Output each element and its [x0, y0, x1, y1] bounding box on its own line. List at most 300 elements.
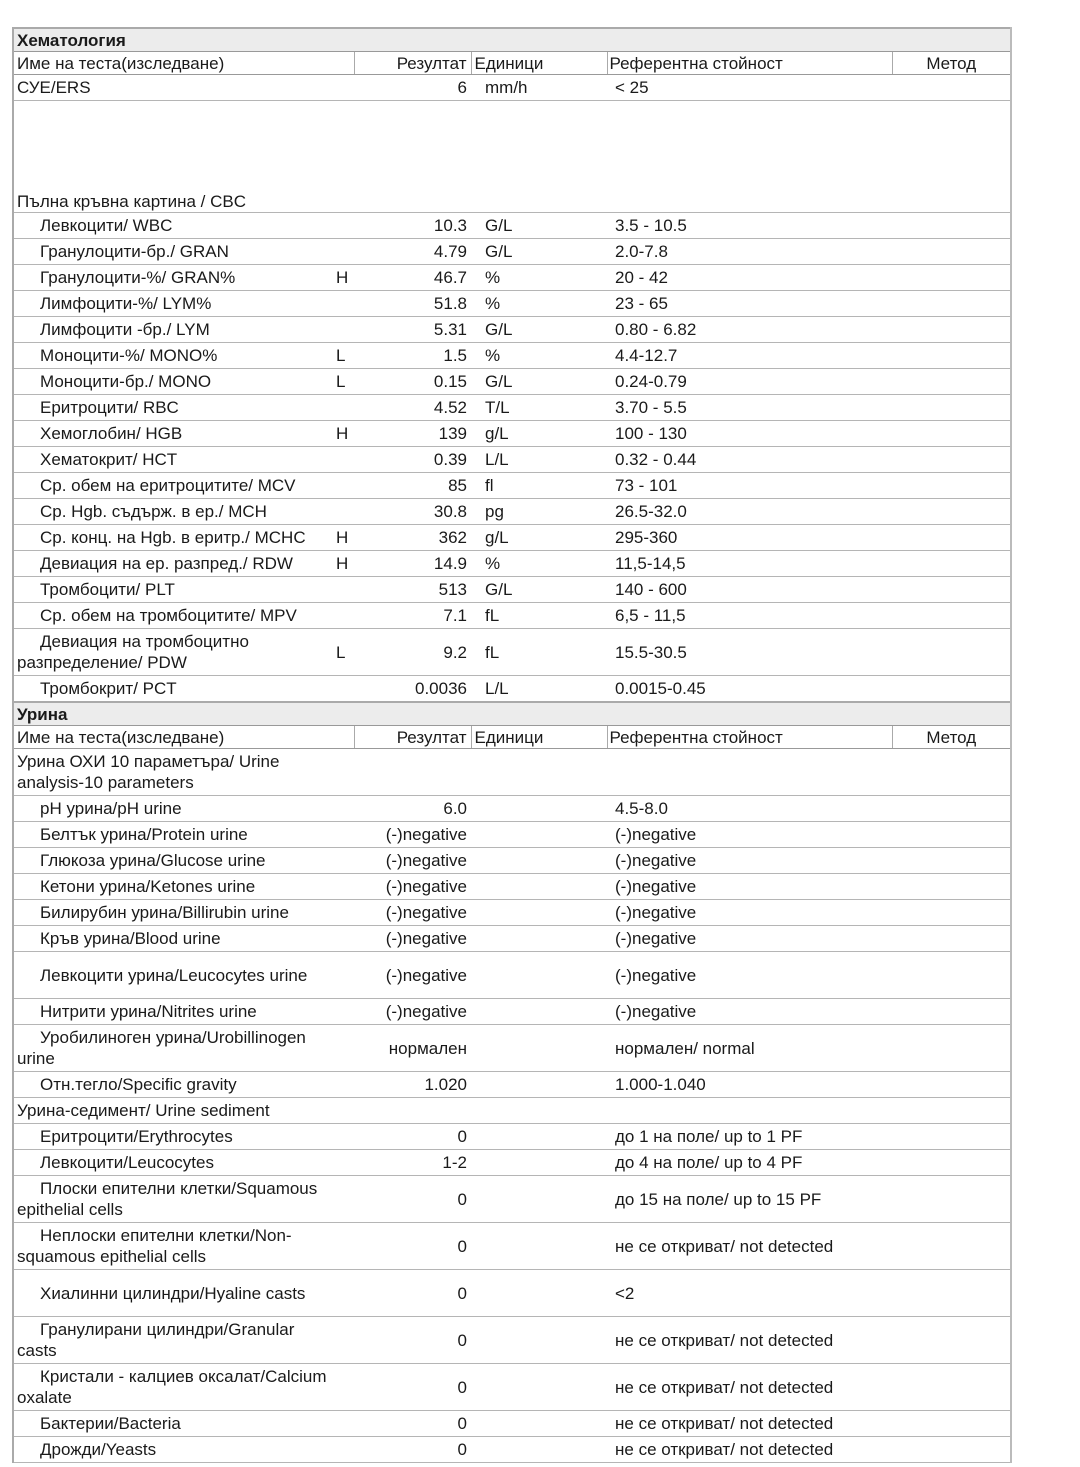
abnormal-flag: L: [334, 629, 354, 676]
reference-range: 0.0015-0.45: [607, 676, 892, 703]
column-header-units: Единици: [471, 52, 607, 75]
result-value: 1-2: [354, 1150, 471, 1176]
result-value: 10.3: [354, 213, 471, 239]
result-value: 0: [354, 1223, 471, 1270]
test-name: Левкоцити урина/Leucocytes urine: [14, 952, 334, 999]
result-value: 362: [354, 525, 471, 551]
section-header: [14, 702, 1010, 726]
reference-range: 11,5-14,5: [607, 551, 892, 577]
abnormal-flag: [334, 796, 354, 822]
method: [892, 848, 1010, 874]
test-name: Неплоски епителни клетки/Non-squamous epithelial cells: [14, 1223, 334, 1270]
table-row: [14, 1437, 1010, 1463]
results-table: [14, 27, 1010, 1463]
reference-range: 6,5 - 11,5: [607, 603, 892, 629]
method: [892, 926, 1010, 952]
units: [471, 822, 607, 848]
method: [892, 749, 1010, 796]
result-value: 6.0: [354, 796, 471, 822]
table-row: [14, 952, 1010, 999]
units: %: [471, 551, 607, 577]
result-value: 0: [354, 1364, 471, 1411]
units: [471, 926, 607, 952]
units: [471, 1150, 607, 1176]
result-value: 0.0036: [354, 676, 471, 703]
table-row: [14, 749, 1010, 796]
units: fL: [471, 603, 607, 629]
result-value: 0: [354, 1270, 471, 1317]
test-name: Глюкоза урина/Glucose urine: [14, 848, 334, 874]
test-name: Еритроцити/Erythrocytes: [14, 1124, 334, 1150]
abnormal-flag: [334, 900, 354, 926]
table-row: [14, 848, 1010, 874]
result-value: 5.31: [354, 317, 471, 343]
method: [892, 822, 1010, 848]
abnormal-flag: [334, 101, 354, 213]
table-row: [14, 603, 1010, 629]
result-value: [354, 1098, 471, 1124]
units: [471, 848, 607, 874]
test-name: Нитрити урина/Nitrites urine: [14, 999, 334, 1025]
method: [892, 291, 1010, 317]
abnormal-flag: [334, 848, 354, 874]
method: [892, 447, 1010, 473]
abnormal-flag: [334, 395, 354, 421]
test-name: Хиалинни цилиндри/Hyaline casts: [14, 1270, 334, 1317]
table-row: [14, 551, 1010, 577]
method: [892, 796, 1010, 822]
method: [892, 101, 1010, 213]
test-name: Урина-седимент/ Urine sediment: [14, 1098, 334, 1124]
column-header-row: [14, 726, 1010, 749]
test-name: Девиация на ер. разпред./ RDW: [14, 551, 334, 577]
units: G/L: [471, 239, 607, 265]
method: [892, 1025, 1010, 1072]
table-row: [14, 1223, 1010, 1270]
test-name: Дрожди/Yeasts: [14, 1437, 334, 1463]
method: [892, 317, 1010, 343]
test-name: Еритроцити/ RBC: [14, 395, 334, 421]
reference-range: не се откриват/ not detected: [607, 1364, 892, 1411]
units: [471, 1270, 607, 1317]
abnormal-flag: [334, 447, 354, 473]
reference-range: 0.32 - 0.44: [607, 447, 892, 473]
table-row: [14, 1364, 1010, 1411]
test-name: Моноцити-%/ MONO%: [14, 343, 334, 369]
result-value: 51.8: [354, 291, 471, 317]
reference-range: не се откриват/ not detected: [607, 1317, 892, 1364]
table-row: [14, 343, 1010, 369]
abnormal-flag: [334, 1364, 354, 1411]
test-name: Тромбокрит/ PCT: [14, 676, 334, 703]
abnormal-flag: [334, 822, 354, 848]
reference-range: не се откриват/ not detected: [607, 1437, 892, 1463]
reference-range: (-)negative: [607, 822, 892, 848]
table-row: [14, 265, 1010, 291]
abnormal-flag: [334, 1150, 354, 1176]
test-name: Кетони урина/Ketones urine: [14, 874, 334, 900]
method: [892, 1098, 1010, 1124]
units: [471, 1437, 607, 1463]
result-value: [354, 749, 471, 796]
test-name: Тромбоцити/ PLT: [14, 577, 334, 603]
table-row: [14, 75, 1010, 101]
units: [471, 1411, 607, 1437]
units: pg: [471, 499, 607, 525]
units: %: [471, 265, 607, 291]
abnormal-flag: [334, 1437, 354, 1463]
result-value: 0: [354, 1317, 471, 1364]
test-name: Хемоглобин/ HGB: [14, 421, 334, 447]
reference-range: [607, 101, 892, 213]
units: G/L: [471, 317, 607, 343]
test-name: Отн.тегло/Specific gravity: [14, 1072, 334, 1098]
table-row: [14, 1411, 1010, 1437]
units: G/L: [471, 213, 607, 239]
column-header-reference: Референтна стойност: [607, 726, 892, 749]
table-row: [14, 1150, 1010, 1176]
abnormal-flag: H: [334, 421, 354, 447]
test-name: Ср. обем на тромбоцитите/ MPV: [14, 603, 334, 629]
abnormal-flag: [334, 577, 354, 603]
result-value: (-)negative: [354, 848, 471, 874]
reference-range: до 15 на поле/ up to 15 PF: [607, 1176, 892, 1223]
abnormal-flag: L: [334, 343, 354, 369]
reference-range: не се откриват/ not detected: [607, 1223, 892, 1270]
result-value: 6: [354, 75, 471, 101]
table-row: [14, 926, 1010, 952]
table-row: [14, 291, 1010, 317]
test-name: Кръв урина/Blood urine: [14, 926, 334, 952]
units: fl: [471, 473, 607, 499]
method: [892, 395, 1010, 421]
abnormal-flag: [334, 603, 354, 629]
reference-range: [607, 1098, 892, 1124]
table-row: [14, 999, 1010, 1025]
reference-range: 26.5-32.0: [607, 499, 892, 525]
reference-range: 2.0-7.8: [607, 239, 892, 265]
units: [471, 1124, 607, 1150]
result-value: (-)negative: [354, 952, 471, 999]
method: [892, 499, 1010, 525]
reference-range: 0.24-0.79: [607, 369, 892, 395]
abnormal-flag: [334, 239, 354, 265]
reference-range: 15.5-30.5: [607, 629, 892, 676]
abnormal-flag: [334, 874, 354, 900]
reference-range: до 1 на поле/ up to 1 PF: [607, 1124, 892, 1150]
table-row: [14, 676, 1010, 703]
abnormal-flag: [334, 1270, 354, 1317]
abnormal-flag: H: [334, 525, 354, 551]
result-value: (-)negative: [354, 926, 471, 952]
method: [892, 577, 1010, 603]
reference-range: 3.70 - 5.5: [607, 395, 892, 421]
column-header-units: Единици: [471, 726, 607, 749]
reference-range: <2: [607, 1270, 892, 1317]
method: [892, 874, 1010, 900]
result-value: 0: [354, 1176, 471, 1223]
result-value: 0: [354, 1411, 471, 1437]
reference-range: (-)negative: [607, 900, 892, 926]
reference-range: (-)negative: [607, 874, 892, 900]
units: [471, 1364, 607, 1411]
column-header-reference: Референтна стойност: [607, 52, 892, 75]
table-row: [14, 796, 1010, 822]
table-row: [14, 822, 1010, 848]
method: [892, 1150, 1010, 1176]
result-value: (-)negative: [354, 900, 471, 926]
method: [892, 473, 1010, 499]
test-name: Ср. обем на еритроцитите/ MCV: [14, 473, 334, 499]
test-name: Левкоцити/ WBC: [14, 213, 334, 239]
result-value: 46.7: [354, 265, 471, 291]
units: [471, 1176, 607, 1223]
method: [892, 952, 1010, 999]
table-row: [14, 1124, 1010, 1150]
units: G/L: [471, 577, 607, 603]
test-name: Девиация на тромбоцитно разпределение/ PDW: [14, 629, 334, 676]
units: %: [471, 291, 607, 317]
units: [471, 1025, 607, 1072]
reference-range: 3.5 - 10.5: [607, 213, 892, 239]
test-name: Лимфоцити-%/ LYM%: [14, 291, 334, 317]
reference-range: 100 - 130: [607, 421, 892, 447]
reference-range: 1.000-1.040: [607, 1072, 892, 1098]
units: [471, 874, 607, 900]
method: [892, 1124, 1010, 1150]
result-value: 14.9: [354, 551, 471, 577]
table-row: [14, 239, 1010, 265]
table-row: [14, 421, 1010, 447]
result-value: 139: [354, 421, 471, 447]
units: [471, 952, 607, 999]
reference-range: < 25: [607, 75, 892, 101]
result-value: 30.8: [354, 499, 471, 525]
method: [892, 1176, 1010, 1223]
result-value: 4.52: [354, 395, 471, 421]
abnormal-flag: [334, 499, 354, 525]
result-value: [354, 101, 471, 213]
lab-results-report: [12, 27, 1012, 1463]
result-value: 513: [354, 577, 471, 603]
table-row: [14, 1176, 1010, 1223]
units: L/L: [471, 447, 607, 473]
abnormal-flag: [334, 291, 354, 317]
test-name: Хематокрит/ HCT: [14, 447, 334, 473]
result-value: 9.2: [354, 629, 471, 676]
units: [471, 1223, 607, 1270]
column-header-row: [14, 52, 1010, 75]
units: T/L: [471, 395, 607, 421]
method: [892, 603, 1010, 629]
abnormal-flag: [334, 1176, 354, 1223]
units: [471, 796, 607, 822]
table-row: [14, 395, 1010, 421]
reference-range: (-)negative: [607, 999, 892, 1025]
abnormal-flag: [334, 213, 354, 239]
test-name: Ср. Hgb. съдърж. в ер./ MCH: [14, 499, 334, 525]
method: [892, 369, 1010, 395]
method: [892, 1317, 1010, 1364]
abnormal-flag: [334, 999, 354, 1025]
abnormal-flag: [334, 952, 354, 999]
table-row: [14, 1025, 1010, 1072]
units: G/L: [471, 369, 607, 395]
result-value: (-)negative: [354, 999, 471, 1025]
method: [892, 343, 1010, 369]
result-value: (-)negative: [354, 874, 471, 900]
test-name: Бактерии/Bacteria: [14, 1411, 334, 1437]
column-header-name: Име на теста(изследване): [14, 726, 354, 749]
result-value: 0.39: [354, 447, 471, 473]
method: [892, 676, 1010, 703]
abnormal-flag: [334, 1098, 354, 1124]
abnormal-flag: [334, 1223, 354, 1270]
test-name: Лимфоцити -бр./ LYM: [14, 317, 334, 343]
test-name: СУЕ/ERS: [14, 75, 334, 101]
test-name: Левкоцити/Leucocytes: [14, 1150, 334, 1176]
column-header-result: Резултат: [354, 726, 471, 749]
reference-range: 73 - 101: [607, 473, 892, 499]
table-row: [14, 900, 1010, 926]
result-value: 1.5: [354, 343, 471, 369]
table-row: [14, 447, 1010, 473]
method: [892, 629, 1010, 676]
test-name: Билирубин урина/Billirubin urine: [14, 900, 334, 926]
reference-range: не се откриват/ not detected: [607, 1411, 892, 1437]
test-name: Гранулоцити-%/ GRAN%: [14, 265, 334, 291]
method: [892, 239, 1010, 265]
reference-range: 295-360: [607, 525, 892, 551]
table-row: [14, 1072, 1010, 1098]
section-header: [14, 28, 1010, 52]
test-name: Ср. конц. на Hgb. в еритр./ MCHC: [14, 525, 334, 551]
table-row: [14, 213, 1010, 239]
abnormal-flag: [334, 926, 354, 952]
test-name: Уробилиноген урина/Urobillinogen urine: [14, 1025, 334, 1072]
test-name: Пълна кръвна картина / CBC: [14, 101, 334, 213]
test-name: Моноцити-бр./ MONO: [14, 369, 334, 395]
units: fL: [471, 629, 607, 676]
abnormal-flag: [334, 1124, 354, 1150]
reference-range: 23 - 65: [607, 291, 892, 317]
abnormal-flag: [334, 676, 354, 703]
result-value: (-)negative: [354, 822, 471, 848]
abnormal-flag: [334, 749, 354, 796]
table-row: [14, 1098, 1010, 1124]
reference-range: [607, 749, 892, 796]
test-name: Кристали - калциев оксалат/Calcium oxalate: [14, 1364, 334, 1411]
table-row: [14, 499, 1010, 525]
test-name: Гранулирани цилиндри/Granular casts: [14, 1317, 334, 1364]
abnormal-flag: H: [334, 265, 354, 291]
units: mm/h: [471, 75, 607, 101]
table-row: [14, 101, 1010, 213]
method: [892, 551, 1010, 577]
units: [471, 999, 607, 1025]
reference-range: (-)negative: [607, 848, 892, 874]
table-row: [14, 1317, 1010, 1364]
method: [892, 999, 1010, 1025]
result-value: 1.020: [354, 1072, 471, 1098]
abnormal-flag: [334, 1072, 354, 1098]
units: [471, 101, 607, 213]
reference-range: до 4 на поле/ up to 4 PF: [607, 1150, 892, 1176]
method: [892, 213, 1010, 239]
result-value: 0: [354, 1437, 471, 1463]
units: [471, 1072, 607, 1098]
units: g/L: [471, 525, 607, 551]
method: [892, 1437, 1010, 1463]
result-value: 0: [354, 1124, 471, 1150]
abnormal-flag: [334, 1317, 354, 1364]
result-value: 4.79: [354, 239, 471, 265]
table-row: [14, 369, 1010, 395]
reference-range: нормален/ normal: [607, 1025, 892, 1072]
result-value: нормален: [354, 1025, 471, 1072]
method: [892, 75, 1010, 101]
result-value: 7.1: [354, 603, 471, 629]
column-header-method: Метод: [892, 726, 1010, 749]
table-row: [14, 629, 1010, 676]
column-header-method: Метод: [892, 52, 1010, 75]
units: [471, 900, 607, 926]
table-row: [14, 874, 1010, 900]
test-name: Белтък урина/Protein urine: [14, 822, 334, 848]
reference-range: 4.4-12.7: [607, 343, 892, 369]
units: [471, 1317, 607, 1364]
reference-range: 140 - 600: [607, 577, 892, 603]
abnormal-flag: [334, 1025, 354, 1072]
result-value: 85: [354, 473, 471, 499]
abnormal-flag: [334, 473, 354, 499]
method: [892, 1411, 1010, 1437]
reference-range: (-)negative: [607, 952, 892, 999]
table-row: [14, 317, 1010, 343]
column-header-name: Име на теста(изследване): [14, 52, 354, 75]
section-title: Урина: [14, 702, 1010, 726]
reference-range: 20 - 42: [607, 265, 892, 291]
reference-range: 4.5-8.0: [607, 796, 892, 822]
table-row: [14, 473, 1010, 499]
abnormal-flag: L: [334, 369, 354, 395]
method: [892, 1364, 1010, 1411]
units: g/L: [471, 421, 607, 447]
column-header-result: Резултат: [354, 52, 471, 75]
method: [892, 1072, 1010, 1098]
section-title: Хематология: [14, 28, 1010, 52]
method: [892, 525, 1010, 551]
test-name: Гранулоцити-бр./ GRAN: [14, 239, 334, 265]
reference-range: 0.80 - 6.82: [607, 317, 892, 343]
abnormal-flag: H: [334, 551, 354, 577]
result-value: 0.15: [354, 369, 471, 395]
units: [471, 1098, 607, 1124]
method: [892, 900, 1010, 926]
units: [471, 749, 607, 796]
abnormal-flag: [334, 317, 354, 343]
abnormal-flag: [334, 1411, 354, 1437]
method: [892, 1270, 1010, 1317]
test-name: Урина ОХИ 10 параметъра/ Urine analysis-10 parameters: [14, 749, 334, 796]
test-name: pH урина/pH urine: [14, 796, 334, 822]
table-row: [14, 525, 1010, 551]
method: [892, 421, 1010, 447]
table-row: [14, 577, 1010, 603]
abnormal-flag: [334, 75, 354, 101]
method: [892, 265, 1010, 291]
table-row: [14, 1270, 1010, 1317]
